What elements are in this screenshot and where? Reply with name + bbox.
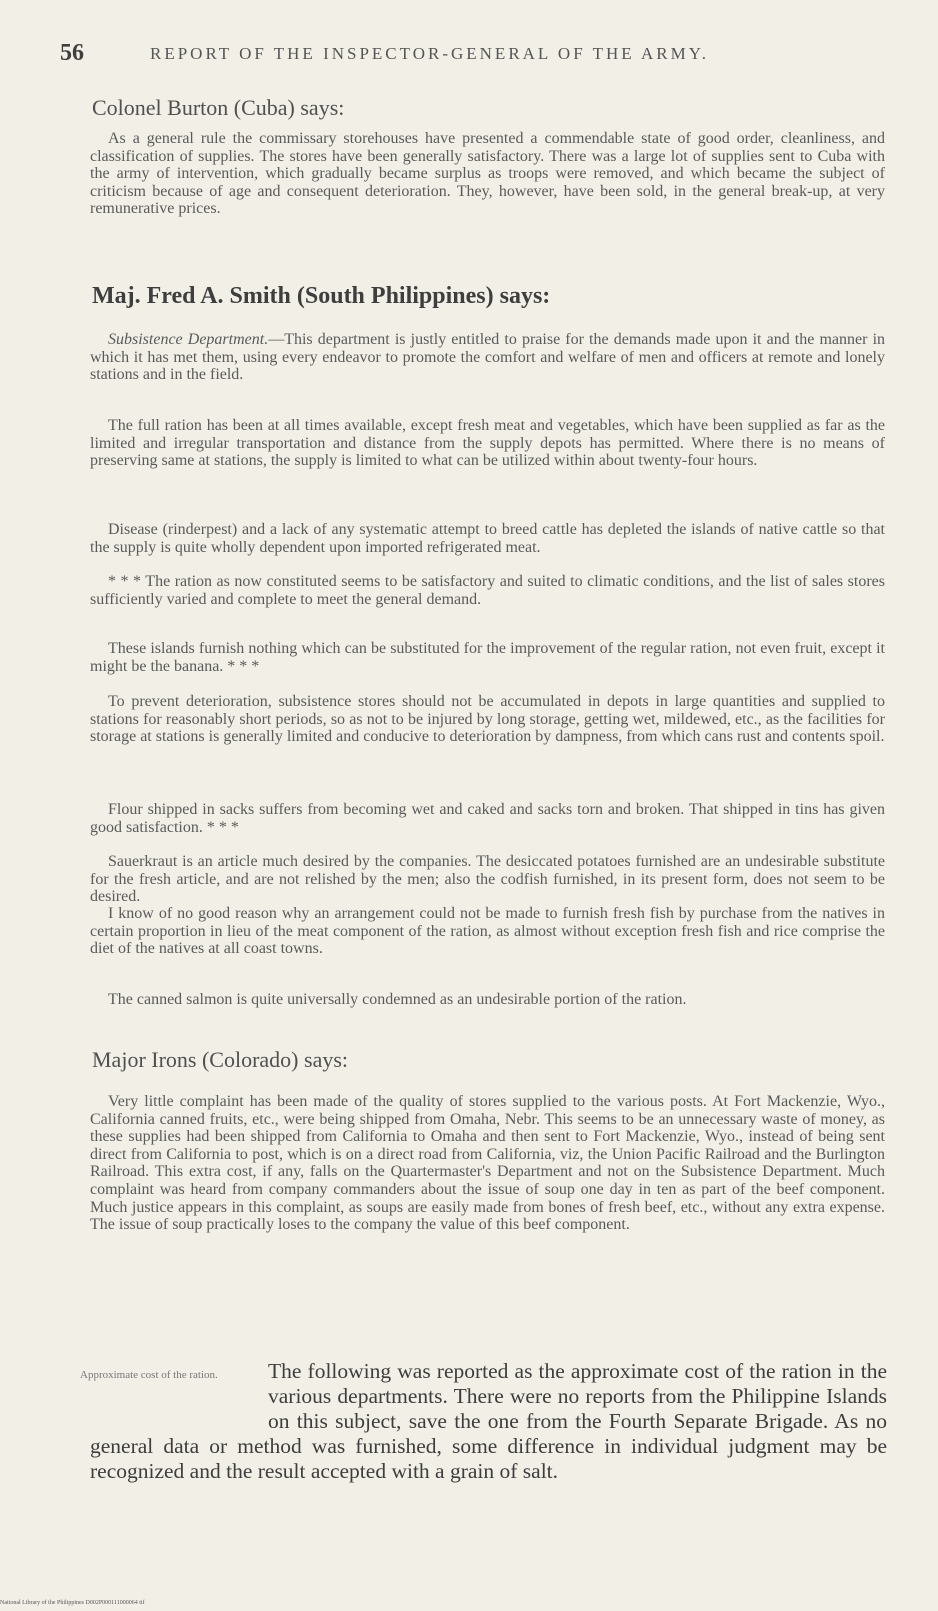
subsistence-department-lead: Subsistence Department. [108, 331, 269, 348]
irons-paragraph-1: Very little complaint has been made of the quality of stores supplied to the various posts. At Fort Mackenzie, Wyo., California canned fruits, etc., were being shipped from Omaha, Nebr. This seems to be an unnecessary waste of money, as these supplies had been shipped from California to Omaha and then sent to Fort Mackenzie, Wyo., instead of being sent direct from California to post, which is on a direct road from California, viz, the Union Pacific Railroad and the Burlington Railroad. This extra cost, if any, falls on the Quartermaster's Department and not on the Subsistence Department. Much complaint was heard from company commanders about the issue of soup one day in ten as part of the beef component. Much justice appears in this complaint, as soups are easily made from bones of fresh beef, etc., without any extra expense. The issue of soup practically loses to the company the value of this beef component. [90, 1093, 885, 1234]
closing-paragraph-text: The following was reported as the approximate cost of the ration in the various departments. There were no reports from the Philippine Islands on this subject, save the one from the Fourth Separate Brigade. As no general data or method was furnished, some difference in individual judgment may be recognized and the result accepted with a grain of salt. [90, 1359, 887, 1483]
closing-paragraph [90, 1359, 887, 1484]
smith-paragraph-10: The canned salmon is quite universally condemned as an undesirable portion of the ration. [108, 991, 687, 1008]
smith-paragraph-8: Sauerkraut is an article much desired by the companies. The desiccated potatoes furnished are an undesirable substitute for the fresh article, and are not relished by the men; also the codfish furnished, in its present form, does not seem to be desired. [90, 853, 885, 906]
marginal-note-space [90, 1359, 268, 1434]
smith-paragraph-6: To prevent deterioration, subsistence stores should not be accumulated in depots in large quantities and supplied to stations for reasonably short periods, so as not to be injured by long storage, getting wet, mildewed, etc., as the facilities for storage at stations is generally limited and conducive to deterioration by dampness, from which cans rust and contents spoil. [90, 693, 885, 746]
section-heading-irons: Major Irons (Colorado) says: [92, 1047, 349, 1072]
section-heading-smith: Maj. Fred A. Smith (South Philippines) says: [92, 283, 551, 309]
burton-paragraph-1: As a general rule the commissary storehouses have presented a commendable state of good order, cleanliness, and classification of supplies. The stores have been generally satisfactory. There was a large lot of supplies sent to Cuba with the army of intervention, which gradually became surplus as troops were removed, and which became the subject of criticism because of age and consequent deterioration. They, however, have been sold, in the general break-up, at very remunerative prices. [90, 130, 885, 218]
smith-paragraph-1-text: —This department is justly entitled to praise for the demands made upon it and the manner in which it has met them, using every endeavor to promote the comfort and welfare of men and officers at remote and lonely stations and in the field. [90, 331, 886, 384]
running-head [60, 40, 890, 70]
smith-paragraph-4: * * * The ration as now constituted seems to be satisfactory and suited to climatic conditions, and the list of sales stores sufficiently varied and complete to meet the general demand. [90, 573, 885, 608]
smith-paragraph-2: The full ration has been at all times available, except fresh meat and vegetables, which have been supplied as far as the limited and irregular transportation and distance from the supply depots has permitted. Where there is no means of preserving same at stations, the supply is limited to what can be utilized within about twenty-four hours. [90, 417, 885, 470]
smith-paragraph-3: Disease (rinderpest) and a lack of any systematic attempt to breed cattle has depleted the islands of native cattle so that the supply is quite wholly dependent upon imported refrigerated meat. [90, 521, 885, 556]
scan-footer: National Library of the Philippines D002P000111000064 tif [0, 1600, 145, 1606]
page-number: 56 [60, 40, 84, 66]
smith-paragraph-5: These islands furnish nothing which can be substituted for the improvement of the regular ration, not even fruit, except it might be the banana. * * * [90, 640, 885, 675]
running-title: REPORT OF THE INSPECTOR-GENERAL OF THE ARMY. [150, 44, 710, 63]
smith-paragraph-9: I know of no good reason why an arrangement could not be made to furnish fresh fish by purchase from the natives in certain proportion in lieu of the meat component of the ration, as almost without exception fresh fish and rice comprise the diet of the natives at all coast towns. [90, 905, 885, 958]
section-heading-burton: Colonel Burton (Cuba) says: [92, 95, 345, 120]
smith-paragraph-7: Flour shipped in sacks suffers from becoming wet and caked and sacks torn and broken. That shipped in tins has given good satisfaction. * * * [90, 801, 885, 836]
smith-paragraph-1 [90, 331, 885, 384]
marginal-note: Approximate cost of the ration. [80, 1369, 218, 1381]
